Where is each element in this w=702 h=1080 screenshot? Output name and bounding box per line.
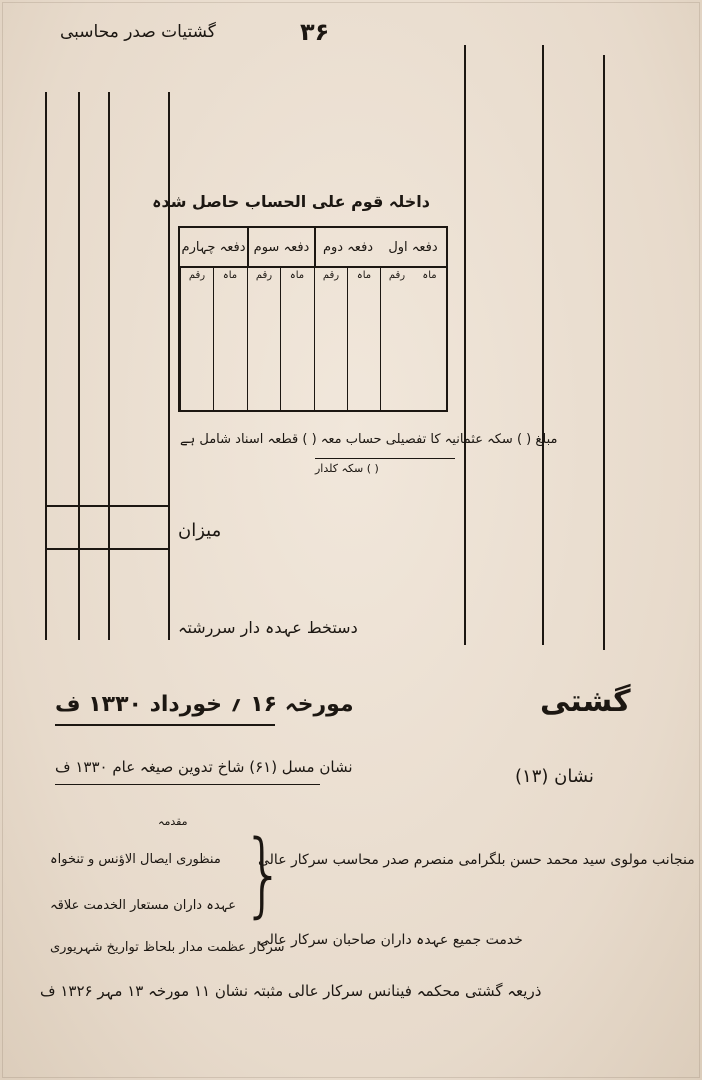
running-header: گشتیات صدر محاسبی bbox=[60, 22, 216, 42]
sub-column-month: ماہ bbox=[347, 266, 380, 412]
installment-header: دفعہ سوم bbox=[247, 228, 314, 266]
sub-column-month: ماہ bbox=[280, 266, 313, 412]
page-number: ۳۶ bbox=[300, 18, 330, 46]
reference-underline bbox=[55, 784, 320, 785]
installment-header: دفعہ اول bbox=[388, 239, 438, 255]
amount-divider bbox=[315, 458, 455, 459]
signature-label: دستخط عہدہ دار سررشتہ bbox=[178, 618, 358, 637]
sub-column-amount: رقم bbox=[314, 266, 347, 412]
subject-heading: مقدمہ bbox=[158, 815, 188, 828]
circular-title: گشتی bbox=[540, 684, 631, 719]
subject-line: عہدہ داران مستعار الخدمت علاقہ bbox=[50, 898, 237, 913]
sub-column-amount: رقم bbox=[380, 266, 413, 412]
amount-note: ( ) سکہ کلدار bbox=[315, 462, 379, 475]
sender-line: منجانب مولوی سید محمد حسن بلگرامی منصرم صدر محاسب سرکار عالی bbox=[258, 852, 695, 868]
ledger-column-rule bbox=[78, 92, 80, 640]
installment-header: دفعہ دوم bbox=[314, 228, 380, 266]
total-label: میزان bbox=[178, 520, 222, 541]
installment-header: دفعہ چہارم bbox=[181, 239, 246, 255]
ledger-column-rule bbox=[603, 55, 605, 650]
ledger-row-rule bbox=[45, 548, 170, 550]
sub-column-month: ماہ bbox=[213, 266, 246, 412]
subject-line: منظوری ایصال الاؤنس و تنخواہ bbox=[50, 852, 221, 867]
file-reference: نشان مسل (۶۱) شاخ تدوین صیغہ عام ۱۳۳۰ ف bbox=[55, 758, 353, 776]
amount-line: مبلغ ( ) سکہ عثمانیہ کا تفصیلی حساب معہ ( ) قطعہ اسناد شامل ہے bbox=[180, 432, 558, 447]
page-border bbox=[2, 2, 700, 1078]
brace-mark: } bbox=[242, 822, 286, 929]
sub-column-month: ماہ bbox=[422, 270, 437, 281]
sub-column-amount: رقم bbox=[247, 266, 280, 412]
ledger-column-rule bbox=[542, 45, 544, 645]
ledger-column-rule bbox=[108, 92, 110, 640]
subject-line: سرکار عظمت مدار بلحاظ تواریخ شہریوری bbox=[50, 940, 285, 955]
installments-table bbox=[178, 226, 448, 412]
ledger-column-rule bbox=[168, 92, 170, 640]
ledger-row-rule bbox=[45, 505, 170, 507]
closing-line: ذریعہ گشتی محکمہ فینانس سرکار عالی مثبتہ نشان ۱۱ مورخہ ۱۳ مہر ۱۳۲۶ ف bbox=[40, 982, 542, 1000]
circular-date: مورخہ ۱۶ ؍ خورداد ۱۳۳۰ ف bbox=[55, 692, 354, 717]
sub-column-amount: رقم bbox=[180, 266, 213, 412]
ledger-column-rule bbox=[45, 92, 47, 640]
table-title: داخلہ قوم علی الحساب حاصل شدہ bbox=[152, 192, 430, 211]
circular-number: نشان (۱۳) bbox=[515, 766, 594, 787]
recipient-line: خدمت جمیع عہدہ داران صاحبان سرکار عالی bbox=[258, 932, 523, 948]
ledger-column-rule bbox=[464, 45, 466, 645]
date-underline bbox=[55, 724, 275, 726]
